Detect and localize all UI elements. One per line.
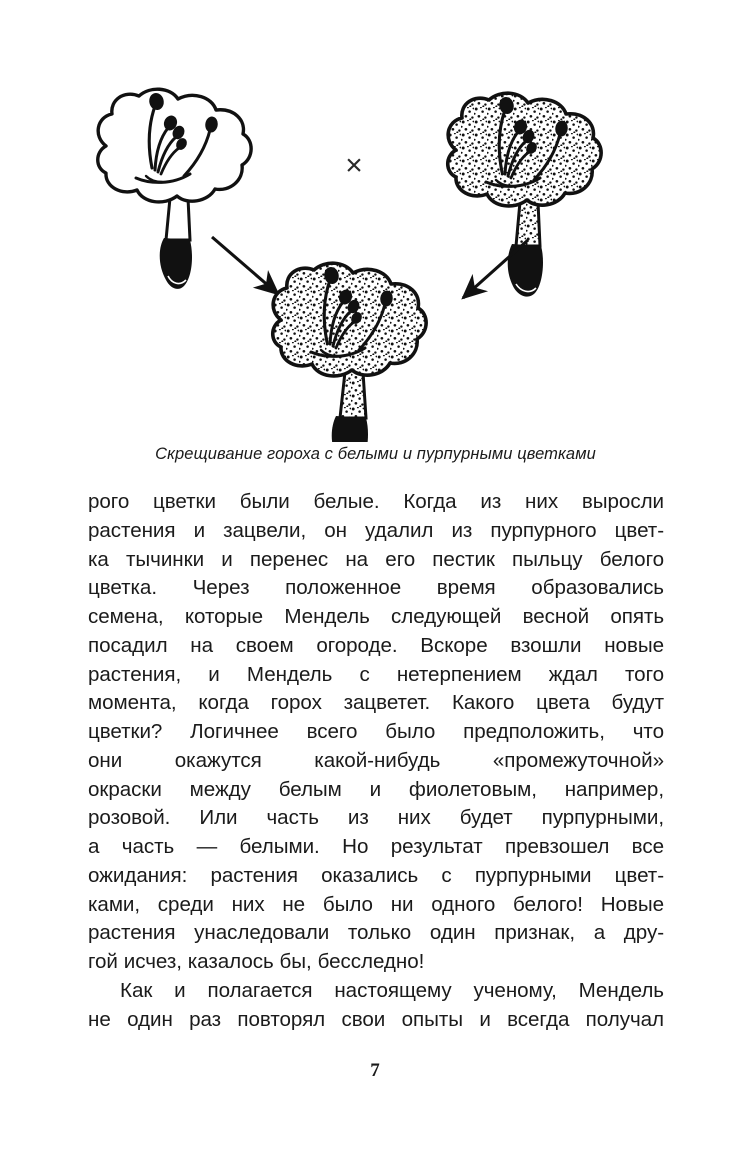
- flower-stem-offspring: [332, 372, 368, 442]
- text-line: растения и зацвели, он удалил из пурпурного цвет-: [88, 518, 664, 542]
- body-text: [88, 488, 664, 1034]
- text-line: ка тычинки и перенес на его пестик пыльцу белого: [88, 547, 664, 571]
- cross-symbol: [345, 149, 363, 182]
- parent-white-flower: [98, 89, 251, 289]
- figure-block: [0, 0, 750, 480]
- svg-text:×: ×: [345, 149, 363, 182]
- text-line: растения, и Мендель с нетерпением ждал того: [88, 662, 664, 686]
- paragraph-1: [88, 488, 664, 977]
- flower-head-white: [98, 89, 251, 202]
- paragraph-2: [88, 977, 664, 1035]
- text-line: гой исчез, казалось бы, бесследно!: [88, 950, 425, 973]
- page-number: 7: [370, 1060, 380, 1081]
- pea-cross-diagram: [88, 72, 663, 442]
- text-line: окраски между белым и фиолетовым, например,: [88, 777, 664, 801]
- text-line: они окажутся какой-нибудь «промежуточной»: [88, 748, 664, 772]
- text-line: семена, которые Мендель следующей весной опять: [88, 605, 664, 628]
- flower-stem-white: [160, 198, 192, 289]
- text-line: розовой. Или часть из них будет пурпурными,: [88, 806, 664, 830]
- text-line: момента, когда горох зацветет. Какого цвета будут: [88, 691, 664, 715]
- offspring-purple-flower: [273, 263, 426, 442]
- text-line: цветки? Логичнее всего было предположить, что: [88, 720, 664, 743]
- text-line: ожидания: растения оказались с пурпурными цвет-: [88, 863, 664, 887]
- text-line: рого цветки были белые. Когда из них выросли: [88, 490, 664, 513]
- flower-head-purple: [448, 93, 601, 206]
- text-line: Как и полагается настоящему ученому, Мендель: [120, 978, 664, 1002]
- flower-head-offspring: [273, 263, 426, 376]
- text-line: не один раз повторял свои опыты и всегда получал: [88, 1007, 664, 1031]
- flower-stem-purple: [508, 202, 543, 297]
- text-line: растения унаследовали только один признак, а дру-: [88, 921, 664, 945]
- parent-purple-flower: [448, 93, 601, 296]
- text-line: а часть — белыми. Но результат превзошел все: [88, 835, 664, 858]
- text-line: ками, среди них не было ни одного белого! Новые: [88, 892, 664, 916]
- text-line: цветка. Через положенное время образовались: [88, 576, 664, 600]
- text-line: посадил на своем огороде. Вскоре взошли новые: [88, 633, 664, 657]
- arrow-left: [212, 237, 278, 294]
- figure-caption: Скрещивание гороха с белыми и пурпурными цветками: [155, 445, 596, 463]
